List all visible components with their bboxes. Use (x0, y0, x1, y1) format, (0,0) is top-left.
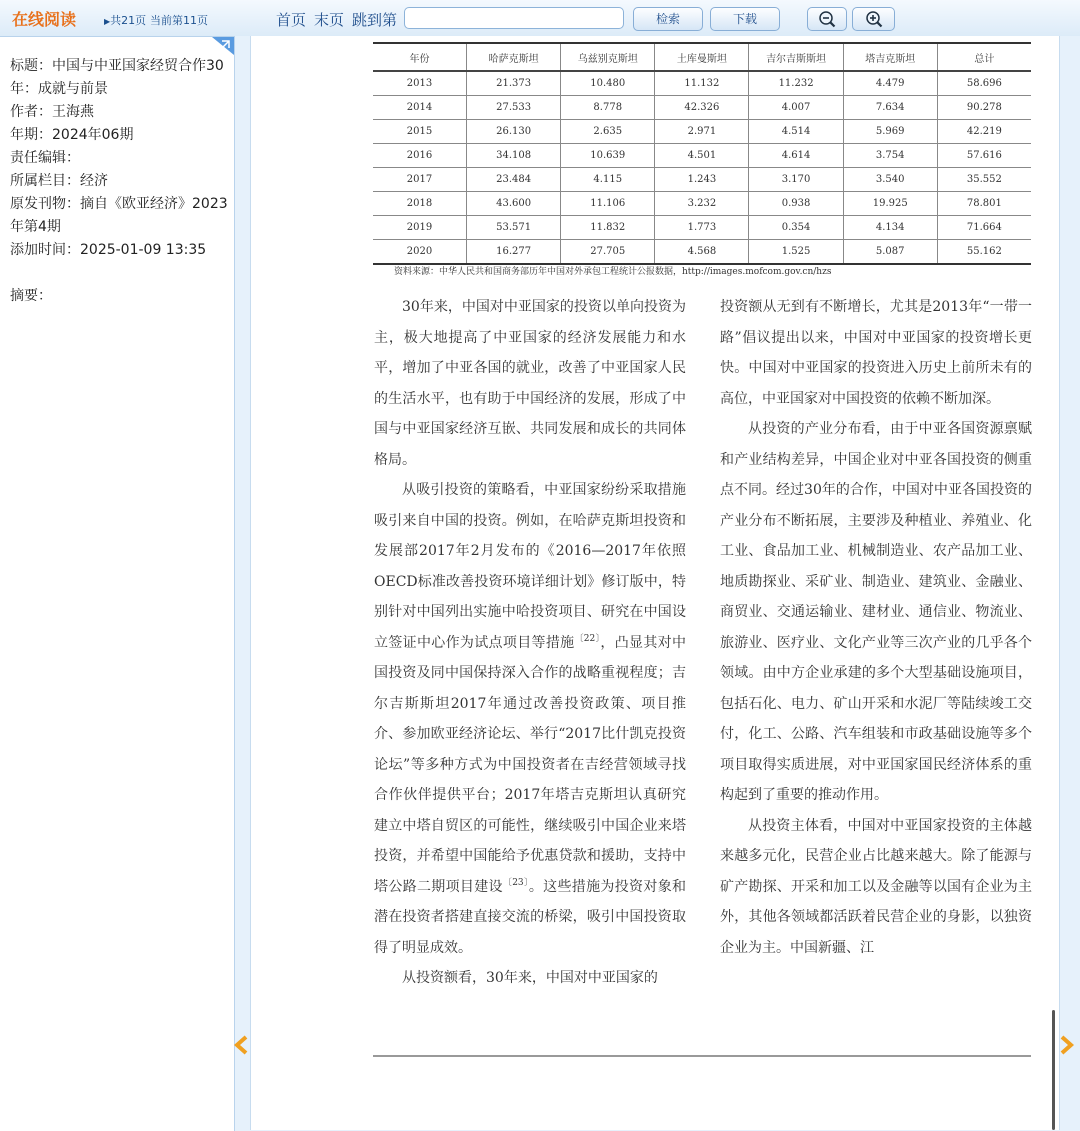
table-cell: 0.354 (749, 216, 843, 240)
table-cell: 0.938 (749, 192, 843, 216)
table-cell: 4.115 (561, 168, 655, 192)
table-cell: 43.600 (467, 192, 561, 216)
table-header-row (373, 43, 1031, 71)
table-cell: 1.243 (655, 168, 749, 192)
table-row (373, 192, 1031, 216)
table-cell: 2.635 (561, 120, 655, 144)
table-cell: 4.134 (843, 216, 937, 240)
table-cell: 42.219 (937, 120, 1031, 144)
brand-title: 在线阅读 (12, 10, 77, 29)
total-pages: ▶共21页 (104, 14, 147, 27)
table-cell: 53.571 (467, 216, 561, 240)
table-cell: 35.552 (937, 168, 1031, 192)
table-cell: 34.108 (467, 144, 561, 168)
table-cell: 4.479 (843, 71, 937, 96)
table-cell: 27.705 (561, 240, 655, 265)
table-header: 年份 (373, 43, 467, 71)
table-cell: 27.533 (467, 96, 561, 120)
table-cell: 3.754 (843, 144, 937, 168)
table-cell: 7.634 (843, 96, 937, 120)
table-cell: 4.614 (749, 144, 843, 168)
table-header: 吉尔吉斯斯坦 (749, 43, 843, 71)
table-cell: 4.514 (749, 120, 843, 144)
citation-ref: 〔23〕 (502, 877, 529, 888)
table-cell: 11.132 (655, 71, 749, 96)
download-button[interactable]: 下载 (710, 7, 780, 31)
article-info-panel (0, 36, 235, 1131)
table-cell: 26.130 (467, 120, 561, 144)
table-cell: 3.540 (843, 168, 937, 192)
meta-column: 所属栏目：经济 (10, 173, 108, 189)
zoom-in-icon (864, 10, 884, 28)
paragraph: 30年来，中国对中亚国家的投资以单向投资为主，极大地提高了中亚国家的经济发展能力和水平，增加了中亚各国的就业，改善了中亚国家人民的生活水平，也有助于中国经济的发展，形成了中国与中亚国家经济互嵌、共同发展和成长的共同体格局。 (374, 299, 686, 468)
table-body (373, 71, 1031, 264)
meta-issue: 年期：2024年06期 (10, 127, 134, 143)
collapse-corner-icon[interactable] (212, 37, 234, 55)
table-cell: 42.326 (655, 96, 749, 120)
play-icon: ▶ (104, 17, 111, 26)
current-page: 当前第11页 (150, 14, 208, 27)
paragraph: 从投资主体看，中国对中亚国家投资的主体越来越多元化，民营企业占比越来越大。除了能源与矿产勘探、开采和加工以及金融等以国有企业为主外，其他各领域都活跃着民营企业的身影，以独资企业为主。中国新疆、江 (720, 817, 1032, 956)
table-cell: 2015 (373, 120, 467, 144)
table-cell: 1.525 (749, 240, 843, 265)
page-divider (373, 1055, 1031, 1057)
table-row (373, 96, 1031, 120)
paragraph: 投资额从无到有不断增长，尤其是2013年“一带一路”倡议提出以来，中国对中亚国家的投资增长更快。中国对中亚国家的投资进入历史上前所未有的高位，中亚国家对中国投资的依赖不断加深。 (720, 299, 1032, 407)
article-column-left (374, 292, 686, 994)
table-row (373, 216, 1031, 240)
meta-title: 标题：中国与中亚国家经贸合作30年：成就与前景 (10, 58, 224, 97)
last-page-link[interactable]: 末页 (314, 11, 345, 29)
table-cell: 21.373 (467, 71, 561, 96)
table-cell: 5.087 (843, 240, 937, 265)
table-row (373, 168, 1031, 192)
table-cell: 11.106 (561, 192, 655, 216)
table-cell: 11.232 (749, 71, 843, 96)
table-cell: 8.778 (561, 96, 655, 120)
article-column-right (720, 292, 1032, 963)
table-cell: 4.501 (655, 144, 749, 168)
jump-page-input[interactable] (404, 7, 624, 29)
table-cell: 2014 (373, 96, 467, 120)
table-row (373, 240, 1031, 265)
table-cell: 2019 (373, 216, 467, 240)
meta-editor: 责任编辑： (10, 150, 80, 166)
table-cell: 2017 (373, 168, 467, 192)
table-cell: 3.170 (749, 168, 843, 192)
zoom-out-icon (817, 10, 837, 28)
zoom-out-button[interactable] (807, 7, 847, 31)
table-header: 塔吉克斯坦 (843, 43, 937, 71)
table-cell: 5.969 (843, 120, 937, 144)
table-cell: 4.568 (655, 240, 749, 265)
article-meta (10, 55, 228, 308)
table-header: 乌兹别克斯坦 (561, 43, 655, 71)
table-header: 总计 (937, 43, 1031, 71)
meta-author: 作者：王海燕 (10, 104, 94, 120)
table-cell: 3.232 (655, 192, 749, 216)
table-cell: 2.971 (655, 120, 749, 144)
meta-abstract: 摘要： (10, 288, 52, 304)
search-button[interactable]: 检索 (633, 7, 703, 31)
table-cell: 58.696 (937, 71, 1031, 96)
toolbar (0, 0, 1080, 36)
table-cell: 71.664 (937, 216, 1031, 240)
table-cell: 57.616 (937, 144, 1031, 168)
first-page-link[interactable]: 首页 (276, 11, 307, 29)
scrollbar-thumb[interactable] (1052, 1010, 1055, 1130)
table-cell: 78.801 (937, 192, 1031, 216)
meta-added-time: 添加时间：2025-01-09 13:35 (10, 242, 207, 258)
prev-page-arrow-icon[interactable] (232, 1034, 250, 1056)
table-row (373, 120, 1031, 144)
paragraph: 从投资额看，30年来，中国对中亚国家的 (402, 970, 658, 986)
next-page-arrow-icon[interactable] (1058, 1034, 1076, 1056)
table-source-note: 资料来源：中华人民共和国商务部历年中国对外承包工程统计公报数据，http://images.mofcom.gov.cn/hzs (394, 267, 832, 277)
table-header: 哈萨克斯坦 (467, 43, 561, 71)
paragraph: 从吸引投资的策略看，中亚国家纷纷采取措施吸引来自中国的投资。例如，在哈萨克斯坦投资和发展部2017年2月发布的《2016—2017年依照OECD标准改善投资环境详细计划》修订版中，特别针对中国列出实施中哈投资项目、研究在中国设立签证中心作为试点项目等措施$^{〔22〕}$，凸显其对中国投资及同中国保持深入合作的战略重视程度；吉尔吉斯斯坦2017年通过改善投资政策、项目推介、参加欧亚经济论坛、举行“2017比什凯克投资论坛”等多种方式为中国投资者在吉经营领域寻找合作伙伴提供平台；2017年塔吉克斯坦认真研究建立中塔自贸区的可能性，继续吸引中国企业来塔投资，并希望中国能给予优惠贷款和援助，支持中塔公路二期项目建设$^{〔23〕}$。这些措施为投资对象和潜在投资者搭建直接交流的桥梁，吸引中国投资取得了明显成效。 (374, 482, 687, 956)
zoom-in-button[interactable] (852, 7, 895, 31)
citation-ref: 〔22〕 (574, 633, 601, 644)
table-cell: 16.277 (467, 240, 561, 265)
table-cell: 90.278 (937, 96, 1031, 120)
table-cell: 10.480 (561, 71, 655, 96)
meta-origin: 原发刊物：摘自《欧亚经济》2023年第4期 (10, 196, 228, 235)
table-cell: 2020 (406, 246, 433, 257)
table-cell: 4.007 (749, 96, 843, 120)
table-cell: 2016 (373, 144, 467, 168)
table-header: 土库曼斯坦 (655, 43, 749, 71)
table-cell: 10.639 (561, 144, 655, 168)
investment-table (373, 42, 1031, 265)
table-cell: 1.773 (655, 216, 749, 240)
table-cell: 55.162 (937, 240, 1031, 265)
jump-to-label: 跳到第 (352, 11, 398, 29)
table-row (373, 144, 1031, 168)
table-row (373, 71, 1031, 96)
table-cell: 11.832 (561, 216, 655, 240)
paragraph: 从投资的产业分布看，由于中亚各国资源禀赋和产业结构差异，中国企业对中亚各国投资的侧重点不同。经过30年的合作，中国对中亚各国投资的产业分布不断拓展，主要涉及种植业、养殖业、化工业、食品加工业、机械制造业、农产品加工业、地质勘探业、采矿业、制造业、建筑业、金融业、商贸业、交通运输业、建材业、通信业、物流业、旅游业、医疗业、文化产业等三次产业的几乎各个领域。由中方企业承建的多个大型基础设施项目，包括石化、电力、矿山开采和水泥厂等陆续竣工交付，化工、公路、汽车组装和市政基础设施等多个项目取得实质进展，对中亚国家国民经济体系的重构起到了重要的推动作用。 (720, 421, 1032, 803)
table-cell: 2013 (373, 71, 467, 96)
table-cell: 23.484 (467, 168, 561, 192)
table-cell: 19.925 (843, 192, 937, 216)
table-cell: 2018 (373, 192, 467, 216)
